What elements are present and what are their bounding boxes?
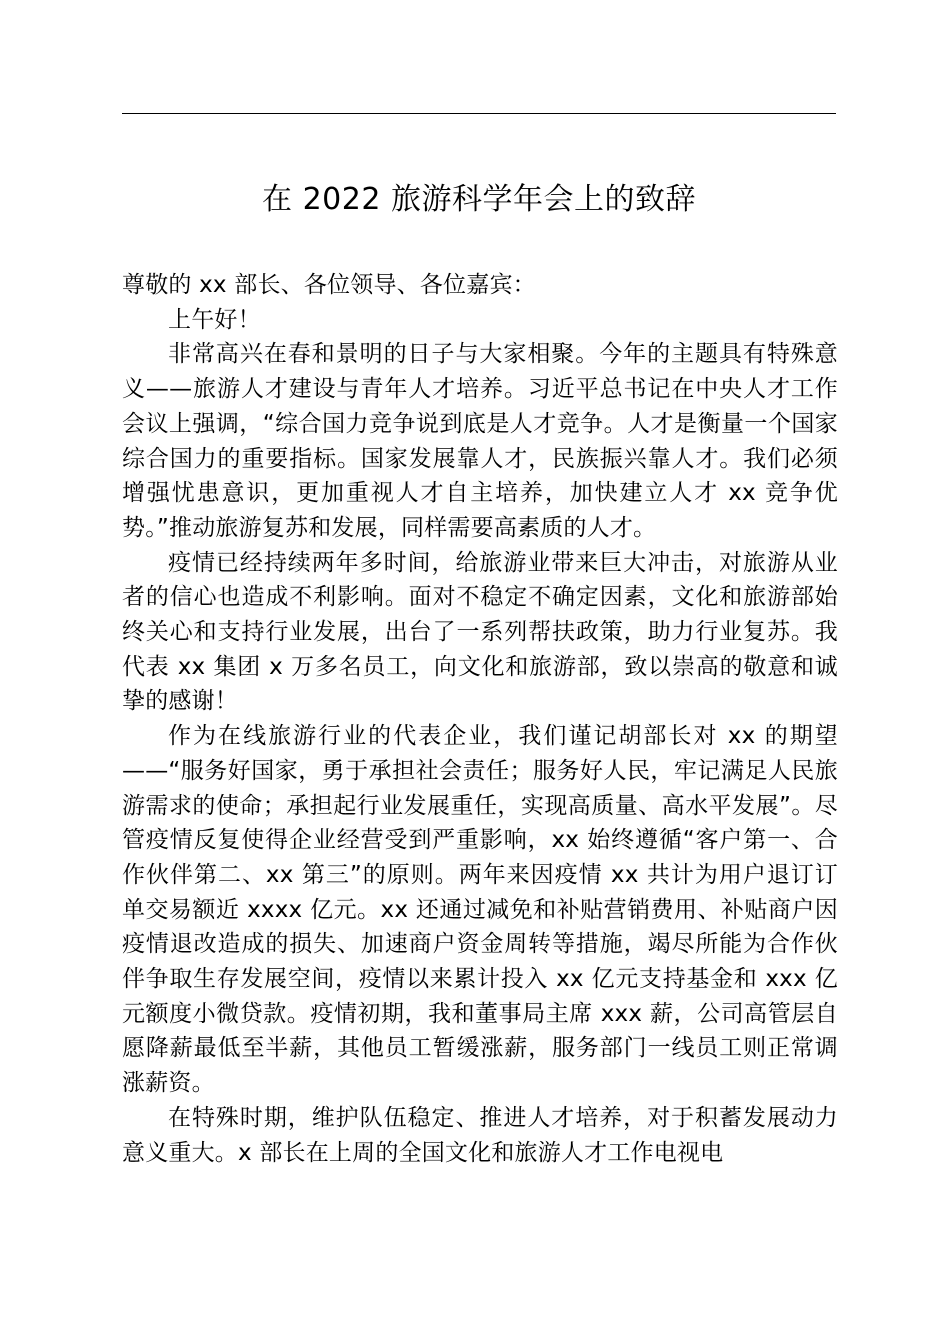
document-title: 在 2022 旅游科学年会上的致辞 <box>262 182 696 217</box>
body-paragraph: 作为在线旅游行业的代表企业，我们谨记胡部长对 xx 的期望——“服务好国家，勇于承担社会责任；服务好人民，牢记满足人民旅游需求的使命；承担起行业发展重任，实现高质量、高水平发展”。尽管疫情反复使得企业经营受到严重影响，xx 始终遵循“客户第一、合作伙伴第二、xx 第三”的原则。两年来因疫情 xx 共计为用户退订订单交易额近 xxxx 亿元。xx 还通过减免和补贴营销费用、补贴商户因疫情退改造成的损失、加速商户资金周转等措施，竭尽所能为合作伙伴争取生存发展空间，疫情以来累计投入 xx 亿元支持基金和 xxx 亿元额度小微贷款。疫情初期，我和董事局主席 xxx 薪，公司高管层自愿降薪最低至半薪，其他员工暂缓涨薪，服务部门一线员工则正常调涨薪资。 <box>122 723 838 1097</box>
body-paragraph: 在特殊时期，维护队伍稳定、推进人才培养，对于积蓄发展动力意义重大。x 部长在上周的全国文化和旅游人才工作电视电 <box>122 1104 838 1166</box>
body-paragraph: 非常高兴在春和景明的日子与大家相聚。今年的主题具有特殊意义——旅游人才建设与青年人才培养。习近平总书记在中央人才工作会议上强调，“综合国力竞争说到底是人才竞争。人才是衡量一个国家综合国力的重要指标。国家发展靠人才，民族振兴靠人才。我们必须增强忧患意识，更加重视人才自主培养，加快建立人才 xx 竞争优势。”推动旅游复苏和发展，同样需要高素质的人才。 <box>122 341 838 541</box>
body-paragraph: 疫情已经持续两年多时间，给旅游业带来巨大冲击，对旅游从业者的信心也造成不利影响。面对不稳定不确定因素，文化和旅游部始终关心和支持行业发展，出台了一系列帮扶政策，助力行业复苏。我代表 xx 集团 x 万多名员工，向文化和旅游部，致以崇高的敬意和诚挚的感谢！ <box>122 549 838 715</box>
header-rule <box>122 113 836 114</box>
greeting: 上午好！ <box>168 306 261 333</box>
salutation: 尊敬的 xx 部长、各位领导、各位嘉宾： <box>122 272 536 298</box>
document-body <box>122 268 838 1170</box>
